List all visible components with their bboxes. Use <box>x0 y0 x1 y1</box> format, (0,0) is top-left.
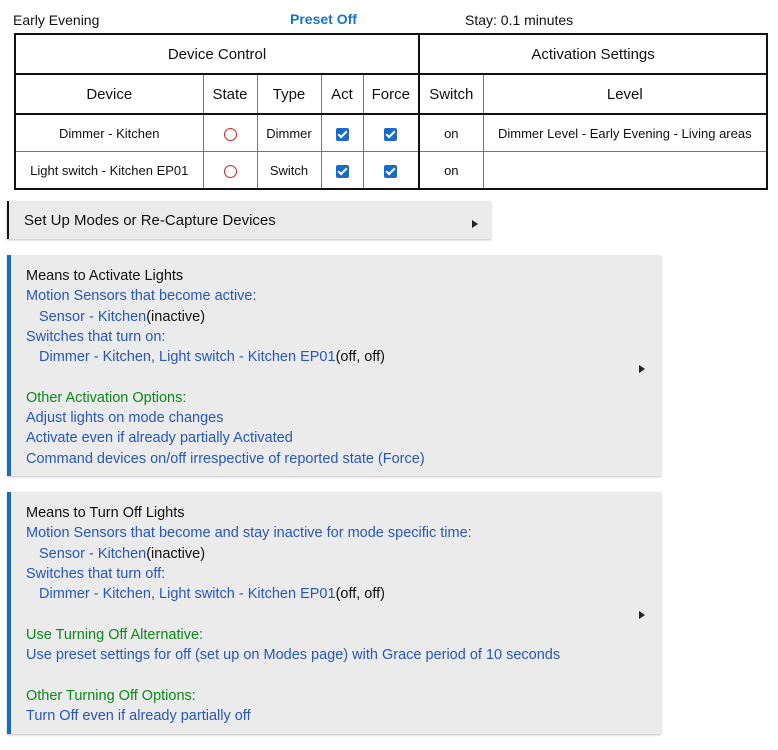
device-control-header: Device Control <box>15 34 419 74</box>
motion-sensors-label: Motion Sensors that become and stay inactive for mode specific time: <box>26 525 472 542</box>
level-link[interactable] <box>483 152 767 190</box>
table-row <box>15 152 767 190</box>
option-item: Command devices on/off irrespective of reported state (Force) <box>26 450 425 467</box>
setup-modes-label: Set Up Modes or Re-Capture Devices <box>24 212 276 229</box>
activation-settings-header: Activation Settings <box>419 34 767 74</box>
col-level: Level <box>483 74 767 114</box>
state-cell[interactable] <box>203 114 257 152</box>
motion-sensor-device: Sensor - Kitchen <box>39 545 147 562</box>
option-item: Activate even if already partially Activated <box>26 430 293 447</box>
checkbox-checked-icon[interactable] <box>384 165 397 178</box>
switch-toggle[interactable]: on <box>419 114 483 152</box>
mode-name: Early Evening <box>13 12 100 28</box>
switches-devices: Dimmer - Kitchen, Light switch - Kitchen EP01 <box>39 586 336 603</box>
device-table <box>14 33 768 190</box>
checkbox-checked-icon[interactable] <box>384 128 397 141</box>
switches-devices: Dimmer - Kitchen, Light switch - Kitchen EP01 <box>39 349 336 366</box>
col-type: Type <box>257 74 321 114</box>
motion-sensors-label: Motion Sensors that become active: <box>26 288 257 305</box>
options-title: Other Turning Off Options: <box>26 687 196 704</box>
col-force: Force <box>363 74 419 114</box>
activate-lights-panel[interactable] <box>7 255 661 476</box>
type-link[interactable]: Dimmer <box>257 114 321 152</box>
checkbox-checked-icon[interactable] <box>336 165 349 178</box>
switches-label: Switches that turn on: <box>26 328 166 345</box>
switch-toggle[interactable]: on <box>419 152 483 190</box>
motion-sensor-state: (inactive) <box>146 308 206 325</box>
device-link[interactable]: Dimmer - Kitchen <box>15 114 203 152</box>
panel-title: Means to Turn Off Lights <box>26 505 185 521</box>
circle-outline-icon[interactable] <box>224 165 237 178</box>
top-status-bar <box>13 10 763 30</box>
type-label: Switch <box>257 152 321 190</box>
panel-title: Means to Activate Lights <box>26 268 184 284</box>
force-cell[interactable] <box>363 114 419 152</box>
circle-outline-icon[interactable] <box>224 128 237 141</box>
motion-sensor-state: (inactive) <box>146 545 206 562</box>
switches-state: (off, off) <box>335 586 385 603</box>
turn-off-lights-panel[interactable] <box>7 492 661 734</box>
stay-duration: Stay: 0.1 minutes <box>465 12 574 28</box>
col-device: Device <box>15 74 203 114</box>
force-cell[interactable] <box>363 152 419 190</box>
col-act: Act <box>321 74 363 114</box>
triangle-right-icon <box>639 611 645 619</box>
device-link[interactable]: Light switch - Kitchen EP01 <box>15 152 203 190</box>
col-state: State <box>203 74 257 114</box>
switches-label: Switches that turn off: <box>26 565 166 582</box>
checkbox-checked-icon[interactable] <box>336 128 349 141</box>
option-item: Turn Off even if already partially off <box>26 707 251 724</box>
col-switch: Switch <box>419 74 483 114</box>
preset-link[interactable]: Preset Off <box>290 11 357 27</box>
option-item: Adjust lights on mode changes <box>26 410 224 427</box>
state-cell[interactable] <box>203 152 257 190</box>
switches-state: (off, off) <box>335 349 385 366</box>
options-title: Other Activation Options: <box>26 389 187 406</box>
triangle-right-icon <box>639 365 645 373</box>
alternative-title: Use Turning Off Alternative: <box>26 626 204 643</box>
alternative-text: Use preset settings for off (set up on Modes page) with Grace period of 10 seconds <box>26 647 561 664</box>
level-link[interactable]: Dimmer Level - Early Evening - Living areas <box>483 114 767 152</box>
table-row <box>15 114 767 152</box>
triangle-right-icon <box>472 220 478 228</box>
act-cell[interactable] <box>321 152 363 190</box>
act-cell[interactable] <box>321 114 363 152</box>
setup-modes-button[interactable] <box>7 201 491 239</box>
motion-sensor-device: Sensor - Kitchen <box>39 308 147 325</box>
